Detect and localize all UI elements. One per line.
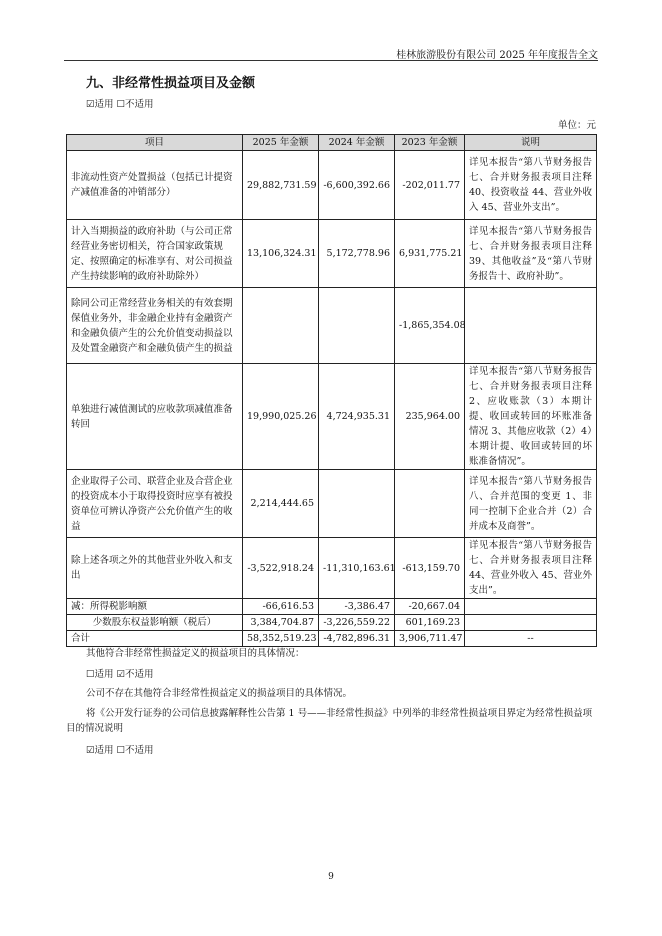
applicability-checkbox: ☐适用 ☑不适用 <box>86 669 154 680</box>
row-note: 详见本报告“第八节财务报告 八、合并范围的变更 1、非同一控制下企业合并（2）合并成本及商誉”。 <box>465 470 597 538</box>
table-row <box>67 615 597 631</box>
row-item: 除上述各项之外的其他营业外收入和支出 <box>67 538 243 599</box>
row-value-2023: 601,169.23 <box>395 615 465 631</box>
row-value-2025: 58,352,519.23 <box>243 631 319 647</box>
row-value-2024: -11,310,163.61 <box>319 538 395 599</box>
row-value-2023: -202,011.77 <box>395 151 465 220</box>
row-note <box>465 288 597 364</box>
applicability-checkbox: ☑适用 ☐不适用 <box>86 99 154 110</box>
row-note: 详见本报告“第八节财务报告 七、合并财务报表项目注释 39、其他收益”及“第八节财务报告十、政府补助”。 <box>465 220 597 288</box>
row-value-2024: 4,724,935.31 <box>319 364 395 470</box>
row-value-2024: 5,172,778.96 <box>319 220 395 288</box>
row-value-2023 <box>395 470 465 538</box>
table-row <box>67 288 597 364</box>
row-item: 少数股东权益影响额（税后） <box>67 615 243 631</box>
row-value-2025: 3,384,704.87 <box>243 615 319 631</box>
unit-label: 单位：元 <box>557 120 596 131</box>
row-value-2025: 29,882,731.59 <box>243 151 319 220</box>
table-row <box>67 599 597 615</box>
row-value-2023: -20,667.04 <box>395 599 465 615</box>
no-other-items-paragraph: 公司不存在其他符合非经常性损益定义的损益项目的具体情况。 <box>86 688 353 699</box>
row-value-2023: -613,159.70 <box>395 538 465 599</box>
row-value-2025: 13,106,324.31 <box>243 220 319 288</box>
table-row <box>67 151 597 220</box>
header-divider <box>64 60 598 61</box>
row-value-2024: -4,782,896.31 <box>319 631 395 647</box>
other-items-paragraph: 其他符合非经常性损益定义的损益项目的具体情况： <box>86 648 305 659</box>
row-value-2024 <box>319 470 395 538</box>
row-value-2025: 2,214,444.65 <box>243 470 319 538</box>
row-item: 合计 <box>67 631 243 647</box>
row-item: 非流动性资产处置损益（包括已计提资产减值准备的冲销部分） <box>67 151 243 220</box>
row-value-2025: 19,990,025.26 <box>243 364 319 470</box>
row-item: 企业取得子公司、联营企业及合营企业的投资成本小于取得投资时应享有被投资单位可辨认净资产公允价值产生的收益 <box>67 470 243 538</box>
col-header-2024: 2024 年金额 <box>319 135 395 151</box>
col-header-2023: 2023 年金额 <box>395 135 465 151</box>
col-header-note: 说明 <box>465 135 597 151</box>
page-number: 9 <box>328 872 334 882</box>
row-value-2023: 235,964.00 <box>395 364 465 470</box>
row-note: 详见本报告“第八节财务报告 七、合并财务报表项目注释 44、营业外收入 45、营业外支出”。 <box>465 538 597 599</box>
row-note <box>465 615 597 631</box>
row-value-2023: 6,931,775.21 <box>395 220 465 288</box>
table-row <box>67 470 597 538</box>
table-row <box>67 538 597 599</box>
table-row <box>67 220 597 288</box>
report-header: 桂林旅游股份有限公司 2025 年年度报告全文 <box>396 50 598 61</box>
row-note: 详见本报告“第八节财务报告 七、合并财务报表项目注释 40、投资收益 44、营业外收入 45、营业外支出”。 <box>465 151 597 220</box>
row-note <box>465 599 597 615</box>
row-value-2024: -6,600,392.66 <box>319 151 395 220</box>
row-value-2024: -3,386.47 <box>319 599 395 615</box>
row-item: 单独进行减值测试的应收款项减值准备转回 <box>67 364 243 470</box>
row-item: 除同公司正常经营业务相关的有效套期保值业务外，非金融企业持有金融资产和金融负债产生的公允价值变动损益以及处置金融资产和金融负债产生的损益 <box>67 288 243 364</box>
col-header-2025: 2025 年金额 <box>243 135 319 151</box>
table-row <box>67 364 597 470</box>
section-title: 九、非经常性损益项目及金额 <box>86 76 256 91</box>
row-value-2025: -3,522,918.24 <box>243 538 319 599</box>
row-item: 计入当期损益的政府补助（与公司正常经营业务密切相关，符合国家政策规定、按照确定的标准享有、对公司损益产生持续影响的政府补助除外） <box>67 220 243 288</box>
row-value-2024: -3,226,559.22 <box>319 615 395 631</box>
row-item: 减：所得税影响额 <box>67 599 243 615</box>
reclassification-paragraph: 将《公开发行证券的公司信息披露解释性公告第 1 号——非经常性损益》中列举的非经常性损益项目界定为经常性损益项目的情况说明 <box>66 708 593 734</box>
table-row <box>67 631 597 647</box>
col-header-item: 项目 <box>67 135 243 151</box>
row-value-2023: -1,865,354.08 <box>395 288 465 364</box>
row-value-2025 <box>243 288 319 364</box>
row-value-2025: -66,616.53 <box>243 599 319 615</box>
row-value-2023: 3,906,711.47 <box>395 631 465 647</box>
applicability-checkbox: ☑适用 ☐不适用 <box>86 745 154 756</box>
row-value-2024 <box>319 288 395 364</box>
row-note: -- <box>465 631 597 647</box>
non-recurring-items-table <box>66 134 597 647</box>
row-note: 详见本报告“第八节财务报告 七、合并财务报表项目注释 2、应收账款（3）本期计提、收回或转回的坏账准备情况 3、其他应收款（2）4）本期计提、收回或转回的坏账准备情况”。 <box>465 364 597 470</box>
